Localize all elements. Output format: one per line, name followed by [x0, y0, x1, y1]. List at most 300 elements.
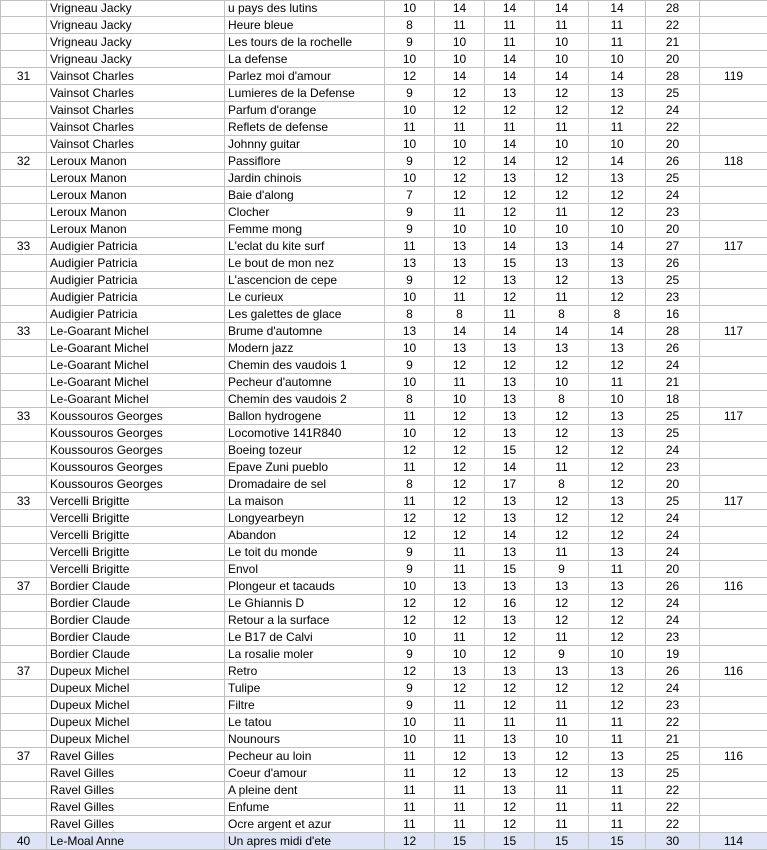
rank-cell[interactable]: 32: [1, 153, 47, 170]
score-cell-1[interactable]: 9: [385, 680, 435, 697]
rank-cell[interactable]: [1, 374, 47, 391]
author-name-cell[interactable]: Vainsot Charles: [47, 102, 225, 119]
table-row[interactable]: [1, 663, 767, 680]
total-cell[interactable]: 119: [700, 68, 767, 85]
rank-cell[interactable]: 33: [1, 493, 47, 510]
score-cell-4[interactable]: 12: [535, 357, 589, 374]
score-cell-5[interactable]: 12: [589, 510, 646, 527]
rank-cell[interactable]: [1, 697, 47, 714]
rank-cell[interactable]: [1, 187, 47, 204]
points-cell[interactable]: 25: [646, 170, 700, 187]
score-cell-3[interactable]: 13: [485, 578, 535, 595]
score-cell-5[interactable]: 10: [589, 51, 646, 68]
photo-title-cell[interactable]: L'ascencion de cepe: [225, 272, 385, 289]
table-row[interactable]: [1, 238, 767, 255]
score-cell-3[interactable]: 13: [485, 170, 535, 187]
score-cell-5[interactable]: 13: [589, 493, 646, 510]
table-row[interactable]: [1, 340, 767, 357]
author-name-cell[interactable]: Dupeux Michel: [47, 697, 225, 714]
score-cell-5[interactable]: 11: [589, 799, 646, 816]
score-cell-2[interactable]: 13: [435, 238, 485, 255]
score-cell-1[interactable]: 9: [385, 85, 435, 102]
author-name-cell[interactable]: Dupeux Michel: [47, 680, 225, 697]
score-cell-1[interactable]: 9: [385, 646, 435, 663]
score-cell-3[interactable]: 13: [485, 408, 535, 425]
author-name-cell[interactable]: Vrigneau Jacky: [47, 51, 225, 68]
score-cell-3[interactable]: 12: [485, 680, 535, 697]
points-cell[interactable]: 22: [646, 17, 700, 34]
total-cell[interactable]: [700, 119, 767, 136]
score-cell-4[interactable]: 11: [535, 459, 589, 476]
table-row[interactable]: [1, 731, 767, 748]
author-name-cell[interactable]: Koussouros Georges: [47, 442, 225, 459]
score-cell-3[interactable]: 12: [485, 289, 535, 306]
author-name-cell[interactable]: Dupeux Michel: [47, 714, 225, 731]
score-cell-2[interactable]: 14: [435, 1, 485, 17]
total-cell[interactable]: 117: [700, 408, 767, 425]
score-cell-2[interactable]: 8: [435, 306, 485, 323]
author-name-cell[interactable]: Leroux Manon: [47, 221, 225, 238]
author-name-cell[interactable]: Ravel Gilles: [47, 765, 225, 782]
score-cell-2[interactable]: 12: [435, 612, 485, 629]
score-cell-1[interactable]: 10: [385, 1, 435, 17]
score-cell-4[interactable]: 12: [535, 408, 589, 425]
total-cell[interactable]: 116: [700, 663, 767, 680]
table-row[interactable]: [1, 221, 767, 238]
score-cell-3[interactable]: 13: [485, 272, 535, 289]
author-name-cell[interactable]: Koussouros Georges: [47, 425, 225, 442]
score-cell-5[interactable]: 12: [589, 357, 646, 374]
rank-cell[interactable]: [1, 510, 47, 527]
score-cell-4[interactable]: 8: [535, 391, 589, 408]
score-cell-2[interactable]: 12: [435, 748, 485, 765]
score-cell-3[interactable]: 12: [485, 187, 535, 204]
table-row[interactable]: [1, 782, 767, 799]
table-row[interactable]: [1, 680, 767, 697]
table-row[interactable]: [1, 187, 767, 204]
score-cell-1[interactable]: 11: [385, 816, 435, 833]
points-cell[interactable]: 26: [646, 663, 700, 680]
photo-title-cell[interactable]: Locomotive 141R840: [225, 425, 385, 442]
author-name-cell[interactable]: Ravel Gilles: [47, 782, 225, 799]
score-cell-3[interactable]: 13: [485, 544, 535, 561]
table-row[interactable]: [1, 68, 767, 85]
author-name-cell[interactable]: Koussouros Georges: [47, 476, 225, 493]
total-cell[interactable]: 114: [700, 833, 767, 850]
score-cell-1[interactable]: 10: [385, 374, 435, 391]
score-cell-1[interactable]: 9: [385, 697, 435, 714]
score-cell-1[interactable]: 7: [385, 187, 435, 204]
photo-title-cell[interactable]: Dromadaire de sel: [225, 476, 385, 493]
score-cell-2[interactable]: 12: [435, 187, 485, 204]
score-cell-1[interactable]: 12: [385, 833, 435, 850]
photo-title-cell[interactable]: Coeur d'amour: [225, 765, 385, 782]
table-row[interactable]: [1, 697, 767, 714]
score-cell-1[interactable]: 10: [385, 340, 435, 357]
author-name-cell[interactable]: Vrigneau Jacky: [47, 34, 225, 51]
score-cell-3[interactable]: 16: [485, 595, 535, 612]
photo-title-cell[interactable]: Plongeur et tacauds: [225, 578, 385, 595]
author-name-cell[interactable]: Leroux Manon: [47, 187, 225, 204]
photo-title-cell[interactable]: Pecheur d'automne: [225, 374, 385, 391]
author-name-cell[interactable]: Vrigneau Jacky: [47, 17, 225, 34]
score-cell-1[interactable]: 8: [385, 391, 435, 408]
score-cell-5[interactable]: 10: [589, 221, 646, 238]
table-row[interactable]: [1, 493, 767, 510]
score-cell-1[interactable]: 12: [385, 510, 435, 527]
score-cell-5[interactable]: 14: [589, 153, 646, 170]
score-cell-5[interactable]: 11: [589, 816, 646, 833]
score-cell-3[interactable]: 13: [485, 782, 535, 799]
points-cell[interactable]: 24: [646, 595, 700, 612]
photo-title-cell[interactable]: Heure bleue: [225, 17, 385, 34]
rank-cell[interactable]: [1, 425, 47, 442]
score-cell-2[interactable]: 12: [435, 527, 485, 544]
score-cell-5[interactable]: 11: [589, 374, 646, 391]
points-cell[interactable]: 22: [646, 799, 700, 816]
total-cell[interactable]: [700, 510, 767, 527]
total-cell[interactable]: [700, 187, 767, 204]
score-cell-2[interactable]: 12: [435, 459, 485, 476]
photo-title-cell[interactable]: Chemin des vaudois 2: [225, 391, 385, 408]
photo-title-cell[interactable]: Le toit du monde: [225, 544, 385, 561]
author-name-cell[interactable]: Ravel Gilles: [47, 816, 225, 833]
photo-title-cell[interactable]: Brume d'automne: [225, 323, 385, 340]
score-cell-1[interactable]: 9: [385, 357, 435, 374]
total-cell[interactable]: [700, 221, 767, 238]
author-name-cell[interactable]: Vercelli Brigitte: [47, 527, 225, 544]
table-row[interactable]: [1, 85, 767, 102]
author-name-cell[interactable]: Audigier Patricia: [47, 272, 225, 289]
score-cell-1[interactable]: 8: [385, 17, 435, 34]
score-cell-4[interactable]: 10: [535, 51, 589, 68]
score-cell-5[interactable]: 12: [589, 680, 646, 697]
total-cell[interactable]: [700, 680, 767, 697]
score-cell-4[interactable]: 10: [535, 221, 589, 238]
score-cell-2[interactable]: 15: [435, 833, 485, 850]
total-cell[interactable]: [700, 731, 767, 748]
table-row[interactable]: [1, 136, 767, 153]
points-cell[interactable]: 26: [646, 153, 700, 170]
score-cell-4[interactable]: 14: [535, 323, 589, 340]
table-row[interactable]: [1, 476, 767, 493]
rank-cell[interactable]: [1, 476, 47, 493]
score-cell-2[interactable]: 11: [435, 374, 485, 391]
score-cell-5[interactable]: 11: [589, 119, 646, 136]
photo-title-cell[interactable]: Chemin des vaudois 1: [225, 357, 385, 374]
points-cell[interactable]: 28: [646, 323, 700, 340]
points-cell[interactable]: 25: [646, 493, 700, 510]
table-row[interactable]: [1, 629, 767, 646]
score-cell-5[interactable]: 13: [589, 408, 646, 425]
photo-title-cell[interactable]: Envol: [225, 561, 385, 578]
total-cell[interactable]: [700, 544, 767, 561]
points-cell[interactable]: 26: [646, 340, 700, 357]
author-name-cell[interactable]: Le-Goarant Michel: [47, 391, 225, 408]
score-cell-3[interactable]: 15: [485, 833, 535, 850]
table-row[interactable]: [1, 459, 767, 476]
score-cell-3[interactable]: 13: [485, 374, 535, 391]
score-cell-2[interactable]: 10: [435, 221, 485, 238]
score-cell-2[interactable]: 14: [435, 68, 485, 85]
score-cell-4[interactable]: 11: [535, 544, 589, 561]
score-cell-3[interactable]: 14: [485, 238, 535, 255]
total-cell[interactable]: [700, 51, 767, 68]
total-cell[interactable]: [700, 459, 767, 476]
score-cell-5[interactable]: 12: [589, 595, 646, 612]
points-cell[interactable]: 30: [646, 833, 700, 850]
rank-cell[interactable]: [1, 459, 47, 476]
table-row[interactable]: [1, 289, 767, 306]
table-row[interactable]: [1, 510, 767, 527]
score-cell-1[interactable]: 10: [385, 578, 435, 595]
score-cell-3[interactable]: 13: [485, 425, 535, 442]
points-cell[interactable]: 21: [646, 34, 700, 51]
photo-title-cell[interactable]: Johnny guitar: [225, 136, 385, 153]
table-row[interactable]: [1, 816, 767, 833]
score-cell-2[interactable]: 11: [435, 697, 485, 714]
total-cell[interactable]: [700, 561, 767, 578]
score-cell-4[interactable]: 11: [535, 17, 589, 34]
photo-title-cell[interactable]: Longyearbeyn: [225, 510, 385, 527]
rank-cell[interactable]: [1, 204, 47, 221]
photo-title-cell[interactable]: Modern jazz: [225, 340, 385, 357]
total-cell[interactable]: [700, 714, 767, 731]
score-cell-3[interactable]: 13: [485, 612, 535, 629]
score-cell-4[interactable]: 12: [535, 102, 589, 119]
score-cell-2[interactable]: 12: [435, 153, 485, 170]
photo-title-cell[interactable]: L'eclat du kite surf: [225, 238, 385, 255]
author-name-cell[interactable]: Vainsot Charles: [47, 68, 225, 85]
points-cell[interactable]: 25: [646, 748, 700, 765]
score-cell-1[interactable]: 11: [385, 459, 435, 476]
author-name-cell[interactable]: Bordier Claude: [47, 578, 225, 595]
author-name-cell[interactable]: Le-Goarant Michel: [47, 323, 225, 340]
score-cell-1[interactable]: 11: [385, 408, 435, 425]
score-cell-2[interactable]: 10: [435, 391, 485, 408]
score-cell-4[interactable]: 9: [535, 646, 589, 663]
total-cell[interactable]: [700, 272, 767, 289]
score-cell-1[interactable]: 9: [385, 544, 435, 561]
total-cell[interactable]: [700, 204, 767, 221]
total-cell[interactable]: [700, 697, 767, 714]
author-name-cell[interactable]: Leroux Manon: [47, 204, 225, 221]
photo-title-cell[interactable]: Les galettes de glace: [225, 306, 385, 323]
photo-title-cell[interactable]: Le curieux: [225, 289, 385, 306]
score-cell-4[interactable]: 12: [535, 85, 589, 102]
photo-title-cell[interactable]: Lumieres de la Defense: [225, 85, 385, 102]
total-cell[interactable]: [700, 85, 767, 102]
rank-cell[interactable]: [1, 714, 47, 731]
score-cell-2[interactable]: 12: [435, 425, 485, 442]
points-cell[interactable]: 22: [646, 119, 700, 136]
total-cell[interactable]: [700, 442, 767, 459]
score-cell-5[interactable]: 13: [589, 272, 646, 289]
score-cell-4[interactable]: 12: [535, 748, 589, 765]
score-cell-2[interactable]: 11: [435, 816, 485, 833]
score-cell-4[interactable]: 11: [535, 697, 589, 714]
table-row[interactable]: [1, 408, 767, 425]
score-cell-3[interactable]: 11: [485, 306, 535, 323]
score-cell-4[interactable]: 11: [535, 119, 589, 136]
score-cell-5[interactable]: 12: [589, 102, 646, 119]
score-cell-3[interactable]: 11: [485, 34, 535, 51]
rank-cell[interactable]: [1, 221, 47, 238]
author-name-cell[interactable]: Bordier Claude: [47, 595, 225, 612]
total-cell[interactable]: [700, 17, 767, 34]
author-name-cell[interactable]: Ravel Gilles: [47, 799, 225, 816]
rank-cell[interactable]: [1, 289, 47, 306]
score-cell-4[interactable]: 11: [535, 714, 589, 731]
score-cell-2[interactable]: 12: [435, 408, 485, 425]
photo-title-cell[interactable]: Tulipe: [225, 680, 385, 697]
table-row[interactable]: [1, 255, 767, 272]
score-cell-5[interactable]: 11: [589, 782, 646, 799]
score-cell-2[interactable]: 12: [435, 765, 485, 782]
rank-cell[interactable]: [1, 255, 47, 272]
table-row[interactable]: [1, 748, 767, 765]
score-cell-3[interactable]: 13: [485, 391, 535, 408]
score-cell-1[interactable]: 10: [385, 51, 435, 68]
score-cell-1[interactable]: 11: [385, 799, 435, 816]
score-cell-1[interactable]: 11: [385, 765, 435, 782]
score-cell-3[interactable]: 13: [485, 731, 535, 748]
table-row[interactable]: [1, 714, 767, 731]
author-name-cell[interactable]: Le-Goarant Michel: [47, 374, 225, 391]
photo-title-cell[interactable]: Nounours: [225, 731, 385, 748]
score-cell-1[interactable]: 13: [385, 255, 435, 272]
rank-cell[interactable]: [1, 629, 47, 646]
points-cell[interactable]: 22: [646, 714, 700, 731]
score-cell-2[interactable]: 12: [435, 493, 485, 510]
table-row[interactable]: [1, 170, 767, 187]
author-name-cell[interactable]: Vainsot Charles: [47, 136, 225, 153]
rank-cell[interactable]: [1, 680, 47, 697]
points-cell[interactable]: 20: [646, 221, 700, 238]
score-cell-4[interactable]: 12: [535, 612, 589, 629]
score-cell-3[interactable]: 13: [485, 765, 535, 782]
rank-cell[interactable]: [1, 731, 47, 748]
rank-cell[interactable]: [1, 595, 47, 612]
total-cell[interactable]: [700, 255, 767, 272]
score-cell-4[interactable]: 13: [535, 578, 589, 595]
author-name-cell[interactable]: Bordier Claude: [47, 612, 225, 629]
score-cell-2[interactable]: 11: [435, 544, 485, 561]
rank-cell[interactable]: [1, 17, 47, 34]
score-cell-4[interactable]: 10: [535, 374, 589, 391]
score-cell-2[interactable]: 12: [435, 595, 485, 612]
score-cell-4[interactable]: 12: [535, 425, 589, 442]
table-row[interactable]: [1, 272, 767, 289]
score-cell-1[interactable]: 9: [385, 153, 435, 170]
rank-cell[interactable]: [1, 85, 47, 102]
score-cell-5[interactable]: 12: [589, 187, 646, 204]
score-cell-4[interactable]: 11: [535, 629, 589, 646]
score-cell-3[interactable]: 13: [485, 663, 535, 680]
photo-title-cell[interactable]: Les tours de la rochelle: [225, 34, 385, 51]
rank-cell[interactable]: [1, 1, 47, 17]
score-cell-5[interactable]: 12: [589, 289, 646, 306]
score-cell-1[interactable]: 10: [385, 731, 435, 748]
score-cell-3[interactable]: 12: [485, 102, 535, 119]
score-cell-4[interactable]: 8: [535, 476, 589, 493]
photo-title-cell[interactable]: Parfum d'orange: [225, 102, 385, 119]
rank-cell[interactable]: [1, 765, 47, 782]
total-cell[interactable]: [700, 782, 767, 799]
score-cell-1[interactable]: 9: [385, 221, 435, 238]
author-name-cell[interactable]: Vainsot Charles: [47, 85, 225, 102]
total-cell[interactable]: [700, 425, 767, 442]
photo-title-cell[interactable]: La maison: [225, 493, 385, 510]
table-row[interactable]: [1, 1, 767, 17]
points-cell[interactable]: 22: [646, 816, 700, 833]
score-cell-5[interactable]: 11: [589, 561, 646, 578]
table-row[interactable]: [1, 442, 767, 459]
rank-cell[interactable]: [1, 527, 47, 544]
score-cell-1[interactable]: 12: [385, 68, 435, 85]
score-cell-4[interactable]: 9: [535, 561, 589, 578]
score-cell-2[interactable]: 12: [435, 85, 485, 102]
table-row[interactable]: [1, 153, 767, 170]
score-cell-1[interactable]: 11: [385, 119, 435, 136]
score-cell-3[interactable]: 13: [485, 748, 535, 765]
score-cell-5[interactable]: 11: [589, 34, 646, 51]
table-row[interactable]: [1, 306, 767, 323]
author-name-cell[interactable]: Dupeux Michel: [47, 731, 225, 748]
total-cell[interactable]: [700, 612, 767, 629]
total-cell[interactable]: [700, 765, 767, 782]
photo-title-cell[interactable]: Enfume: [225, 799, 385, 816]
photo-title-cell[interactable]: Le bout de mon nez: [225, 255, 385, 272]
total-cell[interactable]: [700, 527, 767, 544]
score-cell-2[interactable]: 13: [435, 578, 485, 595]
rank-cell[interactable]: [1, 119, 47, 136]
author-name-cell[interactable]: Vrigneau Jacky: [47, 1, 225, 17]
score-cell-2[interactable]: 11: [435, 561, 485, 578]
score-cell-1[interactable]: 10: [385, 170, 435, 187]
points-cell[interactable]: 23: [646, 204, 700, 221]
score-cell-4[interactable]: 12: [535, 493, 589, 510]
score-cell-1[interactable]: 10: [385, 289, 435, 306]
points-cell[interactable]: 26: [646, 578, 700, 595]
total-cell[interactable]: [700, 340, 767, 357]
table-row[interactable]: [1, 323, 767, 340]
photo-title-cell[interactable]: u pays des lutins: [225, 1, 385, 17]
score-cell-2[interactable]: 11: [435, 289, 485, 306]
score-cell-1[interactable]: 9: [385, 561, 435, 578]
score-cell-2[interactable]: 10: [435, 51, 485, 68]
score-cell-4[interactable]: 13: [535, 663, 589, 680]
score-cell-2[interactable]: 10: [435, 646, 485, 663]
rank-cell[interactable]: [1, 442, 47, 459]
total-cell[interactable]: [700, 1, 767, 17]
points-cell[interactable]: 23: [646, 459, 700, 476]
score-cell-2[interactable]: 11: [435, 204, 485, 221]
rank-cell[interactable]: [1, 646, 47, 663]
author-name-cell[interactable]: Bordier Claude: [47, 646, 225, 663]
score-cell-3[interactable]: 11: [485, 17, 535, 34]
score-cell-5[interactable]: 12: [589, 697, 646, 714]
points-cell[interactable]: 24: [646, 442, 700, 459]
score-cell-3[interactable]: 12: [485, 357, 535, 374]
score-cell-3[interactable]: 13: [485, 85, 535, 102]
score-cell-2[interactable]: 11: [435, 119, 485, 136]
author-name-cell[interactable]: Vercelli Brigitte: [47, 561, 225, 578]
table-row[interactable]: [1, 51, 767, 68]
author-name-cell[interactable]: Le-Goarant Michel: [47, 357, 225, 374]
points-cell[interactable]: 24: [646, 187, 700, 204]
photo-title-cell[interactable]: Abandon: [225, 527, 385, 544]
